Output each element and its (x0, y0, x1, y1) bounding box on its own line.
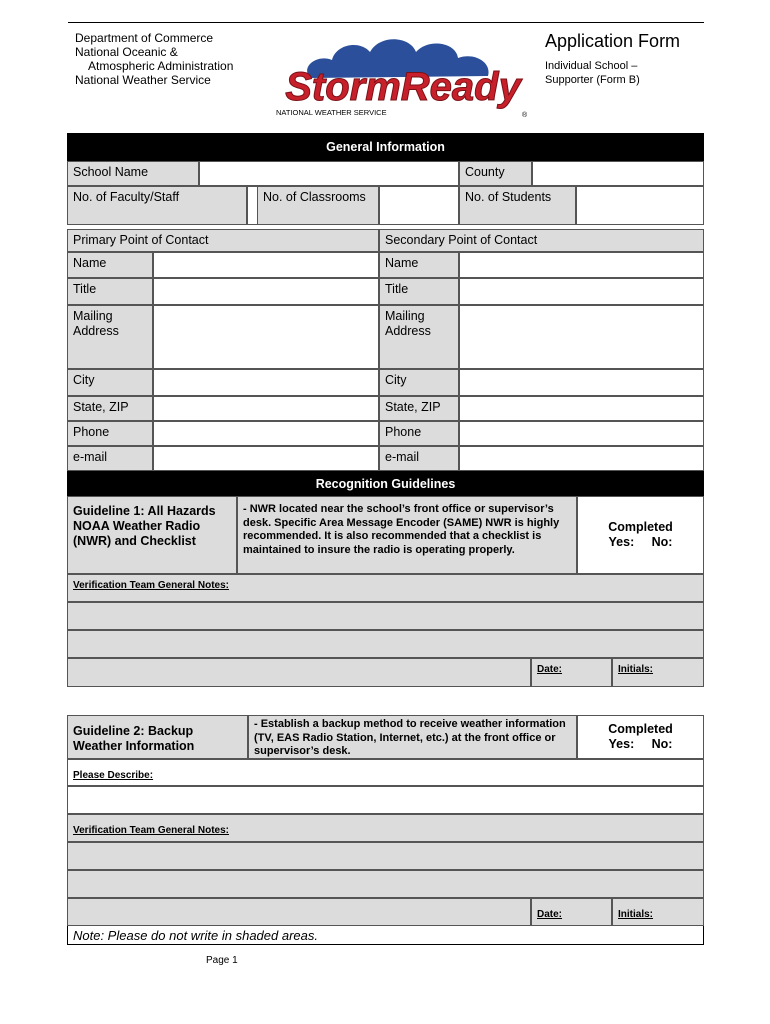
verification-notes-label: Verification Team General Notes: (67, 814, 704, 842)
secondary-title-input[interactable] (459, 278, 704, 305)
guideline-1-title: Guideline 1: All Hazards NOAA Weather Radio (NWR) and Checklist (67, 496, 237, 574)
primary-mailing-address-label: Mailing Address (67, 305, 153, 369)
completed-label: Completed (608, 722, 673, 736)
primary-title-input[interactable] (153, 278, 379, 305)
primary-phone-input[interactable] (153, 421, 379, 446)
svg-text:StormReady: StormReady (285, 65, 521, 109)
secondary-state-zip-label: State, ZIP (379, 396, 459, 421)
school-name-input[interactable] (199, 161, 459, 186)
guideline-1-completed (577, 496, 704, 574)
secondary-contact-heading: Secondary Point of Contact (379, 229, 704, 252)
guideline-1-description: - NWR located near the school’s front office or supervisor’s desk. Specific Area Message Encoder (SAME) NWR is highly recommended. It is also recommended that a checklist is maintained to insure the radio is operating properly. (237, 496, 577, 574)
school-name-label: School Name (67, 161, 199, 186)
completed-label: Completed (608, 520, 673, 534)
verification-notes-line (67, 602, 704, 630)
subtitle-line: Supporter (Form B) (545, 74, 640, 86)
yes-label: Yes: (608, 535, 638, 549)
general-information-heading: General Information (67, 133, 704, 161)
faculty-label: No. of Faculty/Staff (67, 186, 247, 225)
county-label: County (459, 161, 532, 186)
date-label: Date: (531, 898, 612, 926)
page-number: Page 1 (206, 955, 238, 966)
guideline-2-description: - Establish a backup method to receive weather information (TV, EAS Radio Station, Internet, etc.) at the front office or supervisor’s desk. (248, 715, 577, 759)
primary-state-zip-label: State, ZIP (67, 396, 153, 421)
secondary-e-mail-label: e-mail (379, 446, 459, 471)
agency-line: Atmospheric Administration (88, 59, 234, 73)
verification-notes-line (67, 658, 531, 687)
verification-notes-line (67, 870, 704, 898)
classrooms-label: No. of Classrooms (257, 186, 379, 225)
please-describe-label: Please Describe: (67, 759, 704, 786)
guideline-2-completed (577, 715, 704, 759)
secondary-city-label: City (379, 369, 459, 396)
county-input[interactable] (532, 161, 704, 186)
initials-label: Initials: (612, 898, 704, 926)
secondary-phone-label: Phone (379, 421, 459, 446)
verification-notes-line (67, 630, 704, 658)
header-rule (68, 22, 704, 23)
form-subtitle (545, 59, 640, 87)
agency-line: National Oceanic & (75, 45, 178, 59)
shaded-areas-note: Note: Please do not write in shaded areas. (73, 928, 318, 943)
secondary-title-label: Title (379, 278, 459, 305)
secondary-phone-input[interactable] (459, 421, 704, 446)
subtitle-line: Individual School – (545, 60, 638, 72)
primary-mailing-address-input[interactable] (153, 305, 379, 369)
initials-label: Initials: (612, 658, 704, 687)
secondary-e-mail-input[interactable] (459, 446, 704, 471)
secondary-state-zip-input[interactable] (459, 396, 704, 421)
primary-state-zip-input[interactable] (153, 396, 379, 421)
svg-text:NATIONAL WEATHER SERVICE: NATIONAL WEATHER SERVICE (276, 108, 387, 117)
no-label: No: (651, 535, 673, 549)
primary-city-label: City (67, 369, 153, 396)
agency-block (75, 31, 233, 87)
verification-notes-line (67, 898, 531, 926)
secondary-mailing-address-input[interactable] (459, 305, 704, 369)
primary-phone-label: Phone (67, 421, 153, 446)
primary-contact-heading: Primary Point of Contact (67, 229, 379, 252)
form-title: Application Form (545, 31, 681, 51)
guideline-2-title: Guideline 2: Backup Weather Information (67, 715, 248, 759)
describe-input-line[interactable] (67, 786, 704, 814)
secondary-city-input[interactable] (459, 369, 704, 396)
date-label: Date: (531, 658, 612, 687)
yes-label: Yes: (608, 737, 638, 751)
verification-notes-line (67, 842, 704, 870)
classrooms-input[interactable] (379, 186, 459, 225)
svg-text:®: ® (522, 112, 528, 119)
secondary-name-label: Name (379, 252, 459, 278)
students-label: No. of Students (459, 186, 576, 225)
completed-options (609, 535, 673, 550)
primary-name-label: Name (67, 252, 153, 278)
agency-line: Department of Commerce (75, 31, 214, 45)
primary-name-input[interactable] (153, 252, 379, 278)
completed-options (609, 737, 673, 752)
primary-city-input[interactable] (153, 369, 379, 396)
verification-notes-label: Verification Team General Notes: (67, 574, 704, 602)
primary-e-mail-label: e-mail (67, 446, 153, 471)
primary-title-label: Title (67, 278, 153, 305)
recognition-guidelines-heading: Recognition Guidelines (67, 471, 704, 496)
students-input[interactable] (576, 186, 704, 225)
no-label: No: (651, 737, 673, 751)
agency-line: National Weather Service (75, 73, 211, 87)
secondary-name-input[interactable] (459, 252, 704, 278)
stormready-logo (270, 26, 536, 120)
secondary-mailing-address-label: Mailing Address (379, 305, 459, 369)
primary-e-mail-input[interactable] (153, 446, 379, 471)
